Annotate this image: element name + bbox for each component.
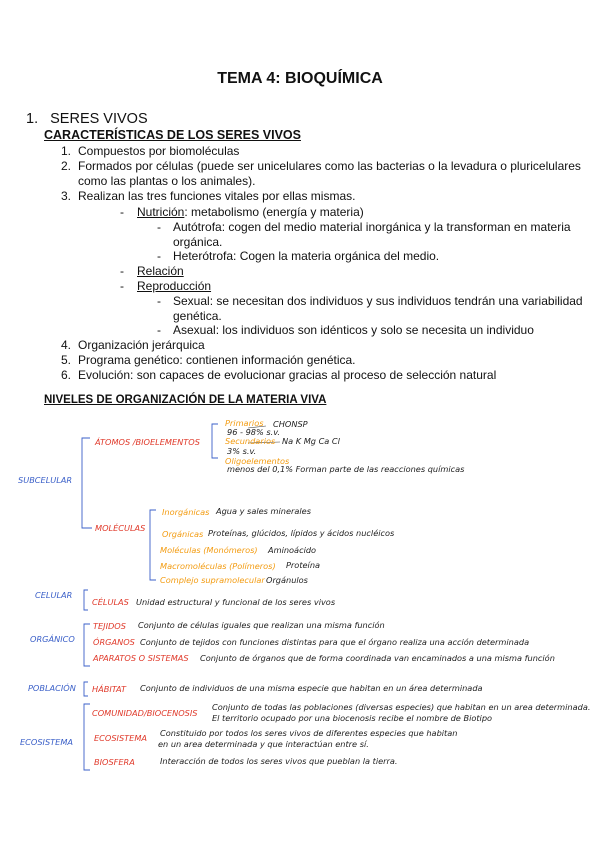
- organicas-desc: Proteínas, glúcidos, lípidos y ácidos nucléicos: [208, 528, 395, 538]
- section-title: SERES VIVOS: [50, 111, 148, 127]
- aparatos-label: APARATOS O SISTEMAS: [93, 653, 189, 663]
- atomos-label: ÁTOMOS /BIOELEMENTOS: [95, 437, 200, 447]
- oligoelementos-desc: menos del 0,1% Forman parte de las reacciones químicas: [227, 464, 465, 474]
- polimeros-desc: Proteína: [286, 560, 321, 570]
- celular-bracket: [84, 590, 88, 610]
- primarios-label: Primarios: [225, 418, 264, 428]
- niveles-heading: NIVELES DE ORGANIZACIÓN DE LA MATERIA VIVA: [44, 394, 327, 406]
- subcelular-bracket: [82, 438, 92, 528]
- organos-label: ÓRGANOS: [93, 637, 135, 647]
- aparatos-desc: Conjunto de órganos que de forma coordinada van encaminados a una misma función: [200, 653, 555, 663]
- biosfera-desc: Interacción de todos los seres vivos que pueblan la tierra.: [160, 756, 398, 766]
- atomos-bracket: [212, 424, 218, 458]
- inorganicas-desc: Agua y sales minerales: [216, 506, 311, 516]
- secundarios-label: Secundarios: [225, 436, 276, 446]
- monomeros-desc: Aminoácido: [268, 545, 317, 555]
- ecosistema-bracket: [84, 704, 90, 770]
- moleculas-bracket: [150, 510, 156, 580]
- ecosistema-desc-2: en un area determinada y que interactúan entre sí.: [158, 739, 369, 749]
- organos-desc: Conjunto de tejidos con funciones distintas para que el órgano realiza una acción determinada: [140, 637, 530, 647]
- biosfera-label: BIOSFERA: [94, 757, 135, 767]
- ecosistema-label: ECOSISTEMA: [94, 733, 147, 743]
- primarios-percent: 96 - 98% s.v.: [227, 427, 281, 437]
- nutricion-label: Nutrición: [137, 205, 185, 219]
- habitat-desc: Conjunto de individuos de una misma especie que habitan en un área determinada: [140, 683, 483, 693]
- subcelular-label: SUBCELULAR: [18, 475, 73, 485]
- oligoelementos-label: Oligoelementos: [225, 456, 290, 466]
- organicas-label: Orgánicas: [162, 529, 204, 539]
- secundarios-value: Na K Mg Ca Cl: [282, 436, 340, 446]
- section-number: 1.: [26, 111, 39, 127]
- habitat-label: HÁBITAT: [92, 684, 127, 694]
- tejidos-label: TEJIDOS: [93, 621, 126, 631]
- organico-bracket: [84, 624, 90, 666]
- tejidos-desc: Conjunto de células iguales que realizan una misma función: [138, 620, 385, 630]
- organico-label: ORGÁNICO: [30, 634, 75, 644]
- secundarios-percent: 3% s.v.: [227, 446, 257, 456]
- complejo-desc: Orgánulos: [266, 575, 308, 585]
- comunidad-label: COMUNIDAD/BIOCENOSIS: [92, 708, 198, 718]
- ecosistema-desc-1: Constituido por todos los seres vivos de diferentes especies que habitan: [160, 728, 458, 738]
- primarios-value: CHONSP: [273, 419, 308, 429]
- moleculas-label: MOLÉCULAS: [95, 523, 146, 533]
- subheading: CARACTERÍSTICAS DE LOS SERES VIVOS: [44, 128, 301, 142]
- poblacion-label: POBLACIÓN: [28, 683, 76, 693]
- monomeros-label: Moléculas (Monómeros): [160, 545, 258, 555]
- page-title: TEMA 4: BIOQUÍMICA: [217, 70, 383, 87]
- poblacion-bracket: [84, 682, 88, 696]
- celular-label: CELULAR: [35, 590, 73, 600]
- celulas-desc: Unidad estructural y funcional de los seres vivos: [136, 597, 336, 607]
- celulas-label: CÉLULAS: [92, 597, 129, 607]
- complejo-label: Complejo supramolecular: [160, 575, 265, 585]
- inorganicas-label: Inorgánicas: [162, 507, 210, 517]
- polimeros-label: Macromoléculas (Polímeros): [160, 561, 276, 571]
- ecosistema-level-label: ECOSISTEMA: [20, 737, 73, 747]
- comunidad-desc-1: Conjunto de todas las poblaciones (diversas especies) que habitan en un area determinada.: [212, 702, 591, 712]
- comunidad-desc-2: El territorio ocupado por una biocenosis recibe el nombre de Biotipo: [212, 713, 493, 723]
